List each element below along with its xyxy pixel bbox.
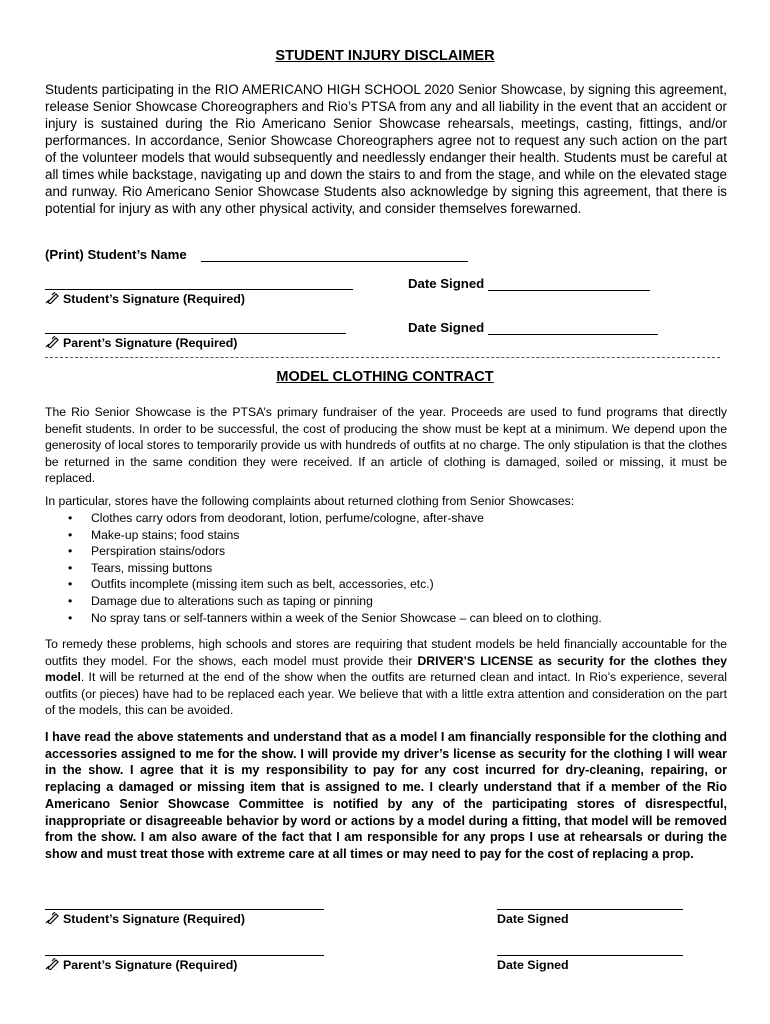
parent-signature-label-row xyxy=(45,336,237,350)
contract-date-signed-label-1: Date Signed xyxy=(497,912,569,926)
list-item: • Damage due to alterations such as taping or pinning xyxy=(68,593,373,608)
contract-intro: The Rio Senior Showcase is the PTSA’s primary fundraiser of the year. Proceeds are used to fund programs that directly benefit students. In order to be successful, the cost of producing the show must be kept at a minimum. We depend upon the generosity of local stores to temporarily provide us with hundreds of outfits at no charge. The only stipulation is that the clothes be returned in the same condition they were received. If an article of clothing is damaged, soiled or missing, it must be replaced. xyxy=(45,405,727,485)
contract-parent-signature-line[interactable] xyxy=(45,955,324,956)
contract-student-signature-row xyxy=(45,912,245,926)
date-signed-field-2[interactable] xyxy=(488,334,658,335)
student-signature-label-row xyxy=(45,292,245,306)
list-item: • Clothes carry odors from deodorant, lotion, perfume/cologne, after-shave xyxy=(68,511,484,525)
contract-parent-signature-label: Parent’s Signature (Required) xyxy=(63,958,238,972)
contract-date-line-1[interactable] xyxy=(497,909,683,910)
list-item: • Make-up stains; food stains xyxy=(68,527,240,542)
contract-student-signature-line[interactable] xyxy=(45,909,324,910)
remedy-paragraph: To remedy these problems, high schools and stores are requiring that student models be held financially accountable for the outfits they model. For the shows, each model must provide their DRIVER’S LICENSE as security for the clothes they model. It will be returned at the end of the show when the outfits are returned clean and intact. In Rio’s experience, several outfits (or pieces) have had to be replaced each year. We believe that with a little extra attention and consideration on the part of the models, this can be avoided. xyxy=(45,637,727,717)
print-name-label: (Print) Student’s Name xyxy=(45,247,187,262)
date-signed-label-2: Date Signed xyxy=(408,320,485,335)
print-name-row xyxy=(45,247,187,262)
list-item: • No spray tans or self-tanners within a week of the Senior Showcase – can bleed on to clothing. xyxy=(68,610,602,625)
list-item: • Outfits incomplete (missing item such as belt, accessories, etc.) xyxy=(68,577,434,592)
disclaimer-body: Students participating in the RIO AMERICANO HIGH SCHOOL 2020 Senior Showcase, by signing this agreement, release Senior Showcase Choreographers and Rio’s PTSA from any and all liability in the event that an accident or injury is sustained during the Rio Americano Senior Showcase rehearsals, meetings, casting, fittings, and/or performances. In accordance, Senior Showcase Choreographers agree not to request any such action on the part of the volunteer models that would subsequently and needlessly endanger their health. Students must be careful at all times while backstage, navigating up and down the stairs to and from the stage, and while on the elevated stage and runway. Rio Americano Senior Showcase Students also acknowledge by signing this agreement, that there is potential for injury as with any other physical activity, and consider themselves forewarned. xyxy=(45,82,727,216)
student-signature-line[interactable] xyxy=(45,289,353,290)
disclaimer-title: STUDENT INJURY DISCLAIMER xyxy=(275,48,495,64)
contract-parent-signature-row xyxy=(45,958,237,972)
date-signed-label-1: Date Signed xyxy=(408,276,485,291)
contract-date-signed-label-2: Date Signed xyxy=(497,958,569,972)
contract-date-line-2[interactable] xyxy=(497,955,683,956)
date-signed-field-1[interactable] xyxy=(488,290,650,291)
parent-signature-line[interactable] xyxy=(45,333,346,334)
contract-student-signature-label: Student’s Signature (Required) xyxy=(63,912,245,926)
complaints-list xyxy=(45,510,602,626)
pen-icon xyxy=(45,292,59,304)
parent-signature-label: Parent’s Signature (Required) xyxy=(63,336,238,350)
complaints-intro: In particular, stores have the following complaints about returned clothing from Senior Showcases: xyxy=(45,494,575,508)
print-name-field[interactable] xyxy=(201,261,468,262)
section-divider xyxy=(45,357,720,358)
list-item: • Perspiration stains/odors xyxy=(68,544,226,559)
contract-title: MODEL CLOTHING CONTRACT xyxy=(276,369,494,385)
list-item: • Tears, missing buttons xyxy=(68,560,213,575)
pen-icon xyxy=(45,958,59,970)
pen-icon xyxy=(45,912,59,924)
pen-icon xyxy=(45,336,59,348)
student-signature-label: Student’s Signature (Required) xyxy=(63,292,245,306)
agreement-paragraph: I have read the above statements and understand that as a model I am financially responsible for the clothing and accessories assigned to me for the show. I will provide my driver’s license as security for the clothing I will wear in the show. I agree that it is my responsibility to pay for any cost incurred for dry-cleaning, repairing, or replacing a damaged or missing item that is assigned to me. I clearly understand that if a member of the Rio Americano Senior Showcase Committee is notified by any of the participating stores of disrespectful, inappropriate or disagreeable behavior by word or actions by a model during a fitting, that model will be removed from the show. I am also aware of the fact that I am responsible for any props I use at rehearsals or during the show and must treat those with extreme care at all times or may need to pay for the cost of replacing a prop. xyxy=(45,730,727,861)
remedy-emphasis: DRIVER’S LICENSE as security for the clothes they model xyxy=(45,653,727,684)
